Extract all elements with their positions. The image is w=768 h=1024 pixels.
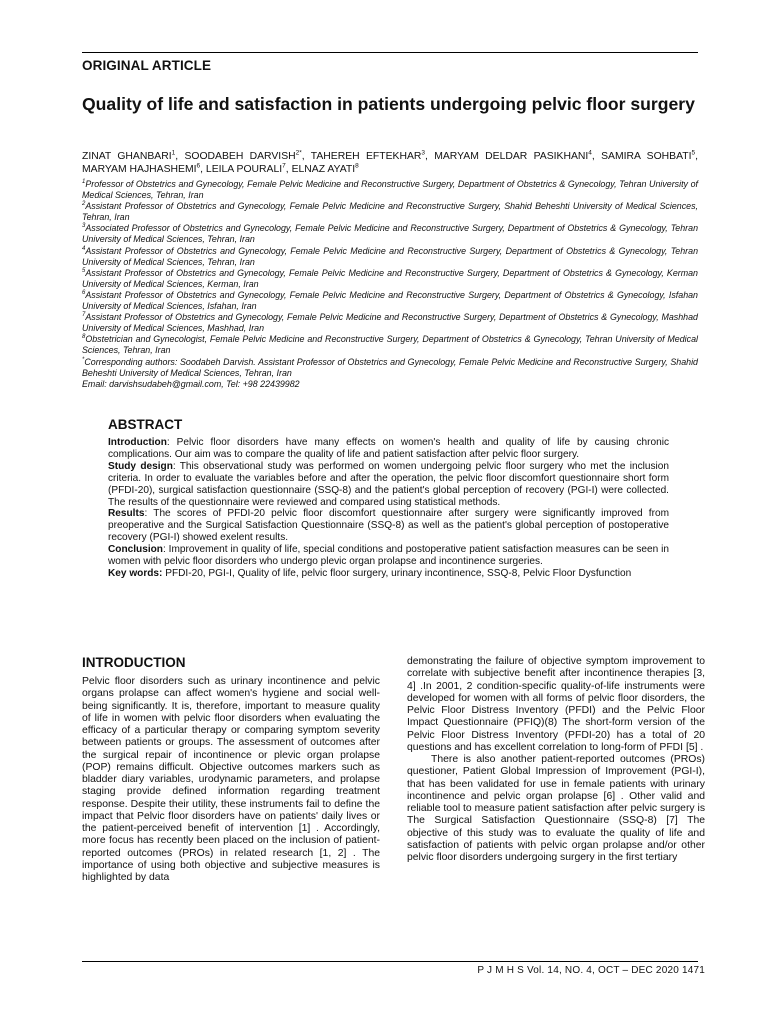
top-rule (82, 52, 698, 53)
abstract-section (108, 437, 669, 461)
abstract-section-text: : The scores of PFDI-20 pelvic floor discomfort questionnaire after surgery were significantly improved from preoperative and the Surgical Satisfaction Questionnaire (SSQ-8) as well as the patient's global perception of postoperative recovery (PGI-I) showed exelent results. (108, 508, 669, 544)
abstract-section-label: Study design (108, 460, 173, 472)
affiliation (82, 223, 698, 245)
author-superscript: 1 (171, 149, 176, 157)
affiliation-marker: 1 (82, 179, 86, 186)
affiliation-marker: 4 (82, 245, 86, 252)
body-paragraph: Pelvic floor disorders such as urinary incontinence and pelvic organs prolapse can affect women's hygiene and social well-being significantly. It is, therefore, important to measure quality of life in women with pelvic floor disorders when evaluating the efficacy of a particular therapy or comparing symptom severity between patients or groups. The assessment of outcomes after the surgical repair of incontinence or plevic organ prolapse (POP) remains difficult. Objective outcomes markers such as bladder diary variables, urodynamic parameters, and prolapse staging provide defined information regarding treatment response. Despite their utility, these instruments fail to define the impact that Pelvic floor disorders have on patients' daily lives or the patient-perceived benefit of intervention [1] . Accordingly, more focus has recently been placed on the inclusion of patient-reported outcomes (PROs) in related research [1, 2] . The importance of using both objective and subjective measures is highlighted by data (82, 676, 380, 883)
affiliation-text: Assistant Professor of Obstetrics and Gynecology, Female Pelvic Medicine and Reconstructive Surgery, Department of Obstetrics & Gynecology, Mashhad University of Medical Sciences, Mashhad, Iran (82, 312, 698, 334)
affiliation (82, 201, 698, 223)
affiliation (82, 334, 698, 356)
affiliation (82, 179, 698, 201)
author-name: LEILA POURALI (205, 164, 283, 175)
author-superscript: 5 (691, 149, 696, 157)
article-type: ORIGINAL ARTICLE (82, 58, 212, 73)
abstract-section-label: Conclusion (108, 544, 163, 556)
abstract-section-text: PFDI-20, PGI-I, Quality of life, pelvic floor surgery, urinary incontinence, SSQ-8, Pelvic Floor Dysfunction (162, 567, 632, 579)
affiliation-marker: 3 (82, 223, 86, 230)
abstract-section-label: Results (108, 508, 145, 520)
affiliation-text: Assistant Professor of Obstetrics and Gynecology, Female Pelvic Medicine and Reconstructive Surgery, Department of Obstetrics & Gynecology, Isfahan University of Medical Sciences, Isfahan, Iran (82, 289, 698, 312)
affiliation-marker: * (82, 356, 85, 363)
affiliation (82, 290, 698, 312)
author-name: MARYAM HAJHASHEMI (82, 164, 197, 175)
author-superscript: 4 (588, 149, 592, 157)
author-superscript: 3 (421, 149, 426, 157)
affiliation-marker: 6 (82, 289, 86, 296)
introduction-right-column (407, 656, 705, 864)
affiliation (82, 379, 698, 390)
author-name: MARYAM DELDAR PASIKHANI (434, 151, 589, 162)
affiliation-text: Assistant Professor of Obstetrics and Gynecology, Female Pelvic Medicine and Reconstructive Surgery, Department of Obstetrics & Gynecology, Kerman University of Medical Sciences, Kerman, Iran (82, 267, 698, 289)
author-name: SAMIRA SOHBATI (601, 151, 692, 162)
affiliation-text: Assistant Professor of Obstetrics and Gynecology, Female Pelvic Medicine and Reconstructive Surgery, Shahid Beheshti University of Medical Sciences, Tehran, Iran (82, 201, 698, 223)
affiliation (82, 312, 698, 334)
author-name: TAHEREH EFTEKHAR (310, 151, 422, 162)
bottom-rule (82, 961, 698, 962)
abstract-body (108, 437, 669, 580)
introduction-heading: INTRODUCTION (82, 655, 186, 670)
author-list: ZINAT GHANBARI$^1$, SOODABEH $DARVISH^{2*}$, TAHEREH EFTEKHAR$^3$, MARYAM DELDAR PASIKHANI$^4$, SAMIRA SOHBATI$^5$, MARYAM HAJHASHEMI$^6$, LEILA POURALI$^7$, ELNAZ AYATI$^8$ (82, 149, 698, 175)
abstract-section-label: Key words: (108, 567, 163, 579)
affiliation-text: Professor of Obstetrics and Gynecology, Female Pelvic Medicine and Reconstructive Surgery, Department of Obstetrics & Gynecology, Tehran University of Medical Sciences, Tehran, Iran (82, 179, 698, 201)
affiliation-marker: 8 (82, 334, 86, 341)
affiliation-marker: 2 (82, 201, 86, 208)
affiliation (82, 246, 698, 268)
affiliations (82, 179, 698, 390)
author-name: SOODABEH DARVISH (184, 151, 296, 162)
affiliation-marker: 7 (82, 312, 86, 319)
affiliation (82, 357, 698, 379)
introduction-left-column (82, 676, 380, 884)
author-name: ELNAZ AYATI (291, 164, 356, 175)
affiliation-text: Assistant Professor of Obstetrics and Gynecology, Female Pelvic Medicine and Reconstructive Surgery, Department of Obstetrics & Gynecology, Tehran University of Medical Sciences, Tehran, Iran (82, 245, 698, 267)
author-name: ZINAT GHANBARI (82, 151, 172, 162)
affiliation-marker: 5 (82, 267, 86, 274)
affiliation-text: Associated Professor of Obstetrics and Gynecology, Female Pelvic Medicine and Reconstructive Surgery, Department of Obstetrics & Gynecology, Tehran University of Medical Sciences, Tehran, Iran (82, 223, 698, 245)
author-superscript: 8 (355, 162, 359, 170)
abstract-section-text: : Improvement in quality of life, special conditions and postoperative patient satisfaction measures can be seen in women with pelvic floor disorders who undergo plevic organ prolapse and incontinence surgeries. (108, 544, 669, 568)
body-paragraph: There is also another patient-reported outcomes (PROs) questioner, Patient Global Impression of Improvement (PGI-I), that has been validated for use in female patients with urinary incontinence and pelvic organ prolapse [6] . Other valid and reliable tool to measure patient satisfaction after pelvic surgery is The Surgical Satisfaction Questionnaire (SSQ-8) [7] The objective of this study was to evaluate the quality of life and satisfaction of patients with pelvic organ prolapse and/or other pelvic floor disorders undergoing surgery in the first tertiary (407, 754, 706, 863)
affiliation (82, 268, 698, 290)
body-paragraph: demonstrating the failure of objective symptom improvement to correlate with subjective benefit after incontinence therapies [3, 4] .In 2001, 2 condition-specific quality-of-life instruments were developed for women with all forms of pelvic floor disorders, the Pelvic Floor Distress Inventory (PFDI) and the Pelvic Floor Impact Questionnaire (PFIQ)(8) The short-form version of the Pelvic Floor Distress Inventory (PFDI-20) has a total of 20 questions and has excellent correlation to long-form of PFDI [5] . (407, 656, 705, 753)
affiliation-text: Email: darvishsudabeh@gmail.com, Tel: +98 22439982 (82, 378, 300, 389)
author-superscript: 7 (282, 162, 286, 170)
journal-citation: P J M H S Vol. 14, NO. 4, OCT – DEC 2020 1471 (477, 965, 705, 976)
abstract-section (108, 544, 669, 568)
affiliation-text: Obstetrician and Gynecologist, Female Pelvic Medicine and Reconstructive Surgery, Department of Obstetrics & Gynecology, Tehran University of Medical Sciences, Tehran, Iran (82, 334, 698, 356)
abstract-section-text: : Pelvic floor disorders have many effects on women's health and quality of life by causing chronic complications. Our aim was to compare the quality of life and patient satisfaction after pelvic floor surgery. (108, 437, 669, 460)
author-superscript: 6 (196, 162, 201, 170)
abstract-heading: ABSTRACT (108, 417, 183, 432)
abstract-section-text: : This observational study was performed on women undergoing pelvic floor surgery who met the inclusion criteria. In order to evaluate the variables before and after the operation, the pelvic floor discomfort questionnaire short form (PFDI-20), surgical satisfaction questionnaire (SSQ-8) and the patient's global perception of recovery (PGI-I) were collected. The results of the questionnaire were reviewed and compared using statistical methods. (108, 460, 669, 508)
article-title: Quality of life and satisfaction in patients undergoing pelvic floor surgery (82, 94, 695, 114)
abstract-section-label: Introduction (108, 437, 167, 448)
author-superscript: 2* (295, 149, 302, 157)
abstract-section (108, 508, 669, 544)
abstract-section (108, 461, 669, 509)
affiliation-text: Corresponding authors: Soodabeh Darvish. Assistant Professor of Obstetrics and Gynecology, Female Pelvic Medicine and Reconstructive Surgery, Shahid Beheshti University of Medical Sciences, Tehran, Iran (82, 356, 698, 378)
abstract-section (108, 568, 669, 580)
